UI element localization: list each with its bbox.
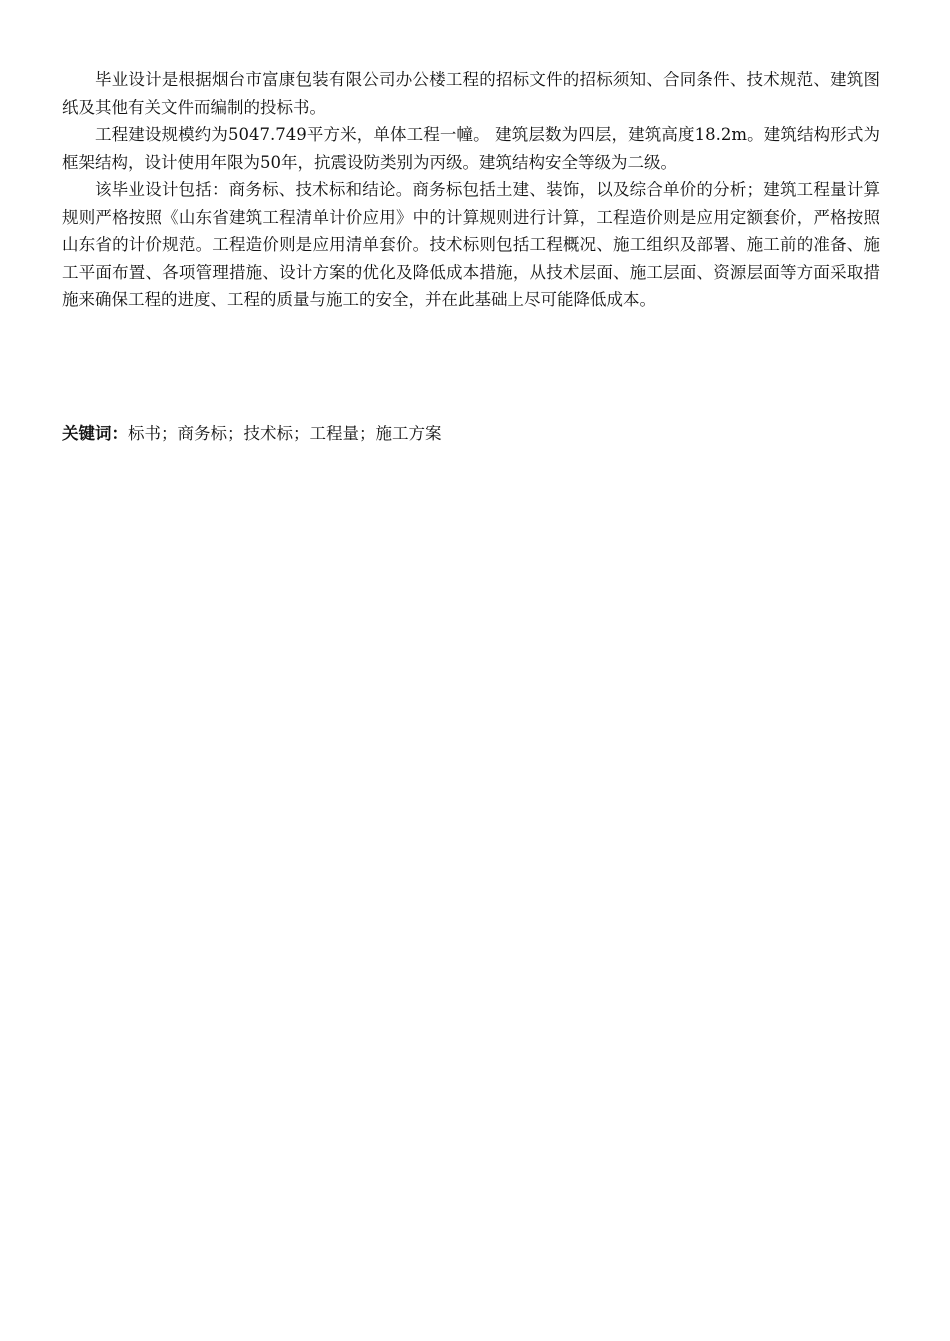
- abstract-paragraph-3: 该毕业设计包括：商务标、技术标和结论。商务标包括土建、装饰，以及综合单价的分析；建筑工程量计算规则严格按照《山东省建筑工程清单计价应用》中的计算规则进行计算，工程造价则是应用定额套价，严格按照山东省的计价规范。工程造价则是应用清单套价。技术标则包括工程概况、施工组织及部署、施工前的准备、施工平面布置、各项管理措施、设计方案的优化及降低成本措施，从技术层面、施工层面、资源层面等方面采取措施来确保工程的进度、工程的质量与施工的安全，并在此基础上尽可能降低成本。: [62, 180, 880, 309]
- abstract-paragraph-2: 工程建设规模约为5047.749平方米，单体工程一幢。 建筑层数为四层，建筑高度18.2m。建筑结构形式为框架结构，设计使用年限为50年，抗震设防类别为丙级。建筑结构安全等级为二级。: [62, 125, 880, 172]
- keywords-text: 标书；商务标；技术标；工程量；施工方案: [128, 424, 442, 443]
- keywords-label: 关键词：: [62, 424, 128, 443]
- abstract-body: [62, 66, 880, 314]
- abstract-paragraph-1: 毕业设计是根据烟台市富康包装有限公司办公楼工程的招标文件的招标须知、合同条件、技术规范、建筑图纸及其他有关文件而编制的投标书。: [62, 70, 880, 117]
- keywords-line: [62, 420, 880, 447]
